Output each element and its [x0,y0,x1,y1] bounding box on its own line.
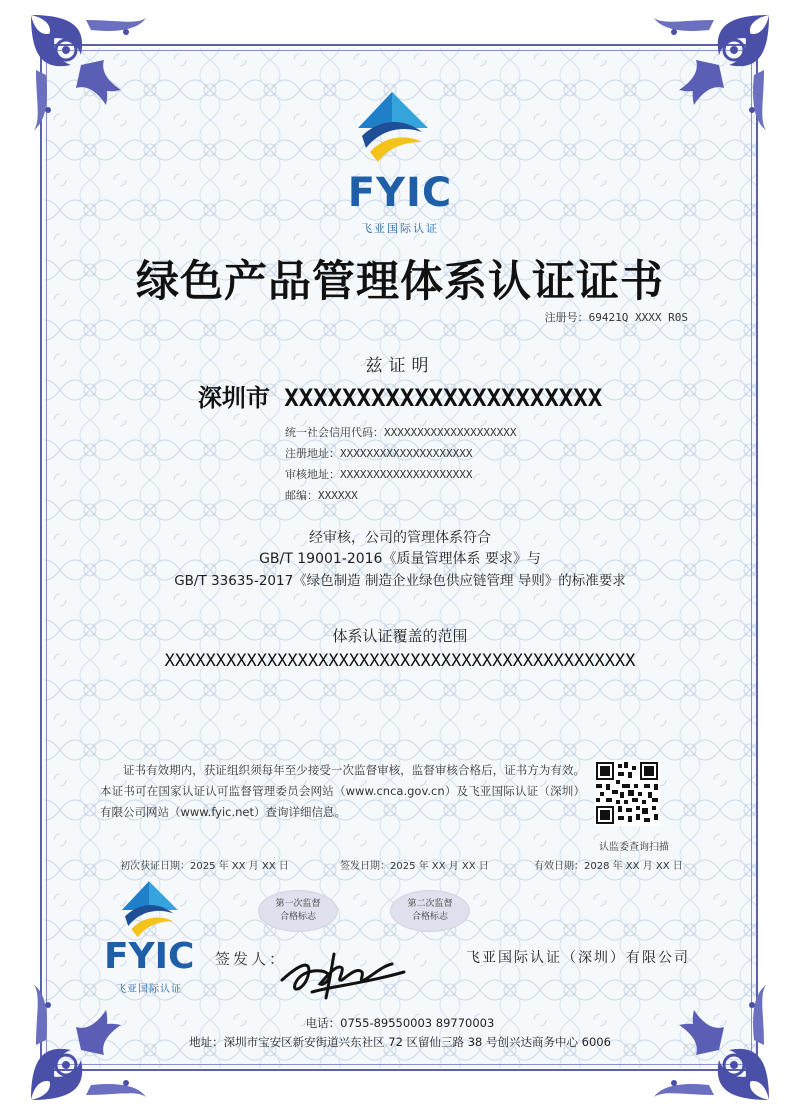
logo-emblem-icon [117,878,181,942]
certify-heading: 兹证明 [365,356,435,376]
logo-brand-bottom: FYIC [104,936,195,977]
standards-line-2: GB/T 19001-2016《质量管理体系 要求》与 [259,551,541,567]
stamp-line: 合格标志 [279,912,316,922]
audit-address: 审核地址：XXXXXXXXXXXXXXXXXXXX [285,468,473,481]
logo-emblem-icon [352,88,432,168]
issue-date: 签发日期：2025 年 XX 月 XX 日 [340,861,489,872]
stamp-line: 第一次监督 [275,899,321,909]
first-surveillance-stamp [258,890,338,932]
logo-brand-cn-bottom: 飞亚国际认证 [116,984,182,995]
postcode: 邮编：XXXXXX [285,489,358,502]
corner-ornament-icon [644,10,774,140]
issuer-company: 飞亚国际认证（深圳）有限公司 [466,950,690,966]
signer-label: 签发人： [215,950,288,968]
credit-code: 统一社会信用代码：XXXXXXXXXXXXXXXXXXXX [285,426,517,439]
logo-brand: FYIC [347,170,453,216]
certificate-title: 绿色产品管理体系认证证书 [136,257,664,307]
stamp-line: 合格标志 [411,912,448,922]
contact-phone: 电话：0755-89550003 89770003 [305,1016,495,1030]
validity-notice: 证书有效期内，获证组织须每年至少接受一次监督审核，监督审核合格后，证书方为有效。本证书可在国家认证认可监督管理委员会网站（www.cnca.gov.cn）及飞亚国际认证（深圳）有限公司网站（www.fyic.net）查询详细信息。 [100,763,585,819]
standards-line-1: 经审核，公司的管理体系符合 [309,530,491,546]
second-surveillance-stamp [390,890,470,932]
registration-number: 注册号：69421Q XXXX R0S [544,311,688,324]
qr-label: 认监委查询扫描 [599,842,669,853]
scope-value: XXXXXXXXXXXXXXXXXXXXXXXXXXXXXXXXXXXXXXXXXXXXXX [164,651,636,671]
scope-title: 体系认证覆盖的范围 [332,627,468,645]
stamp-line: 第二次监督 [407,899,453,909]
initial-date: 初次获证日期：2025 年 XX 月 XX 日 [120,861,289,872]
company-name: 深圳市 XXXXXXXXXXXXXXXXXXXXXX [197,384,603,412]
contact-address: 地址：深圳市宝安区新安街道兴东社区 72 区留仙三路 38 号创兴达商务中心 6006 [189,1035,611,1049]
expiry-date: 有效日期：2028 年 XX 月 XX 日 [534,861,683,872]
corner-ornament-icon [26,10,156,140]
signature-icon [272,942,412,1004]
qr-code-icon[interactable] [594,760,660,826]
registered-address: 注册地址：XXXXXXXXXXXXXXXXXXXX [285,447,473,460]
logo-brand-cn: 飞亚国际认证 [361,222,439,235]
standards-line-3: GB/T 33635-2017《绿色制造 制造企业绿色供应链管理 导则》的标准要求 [174,573,626,589]
